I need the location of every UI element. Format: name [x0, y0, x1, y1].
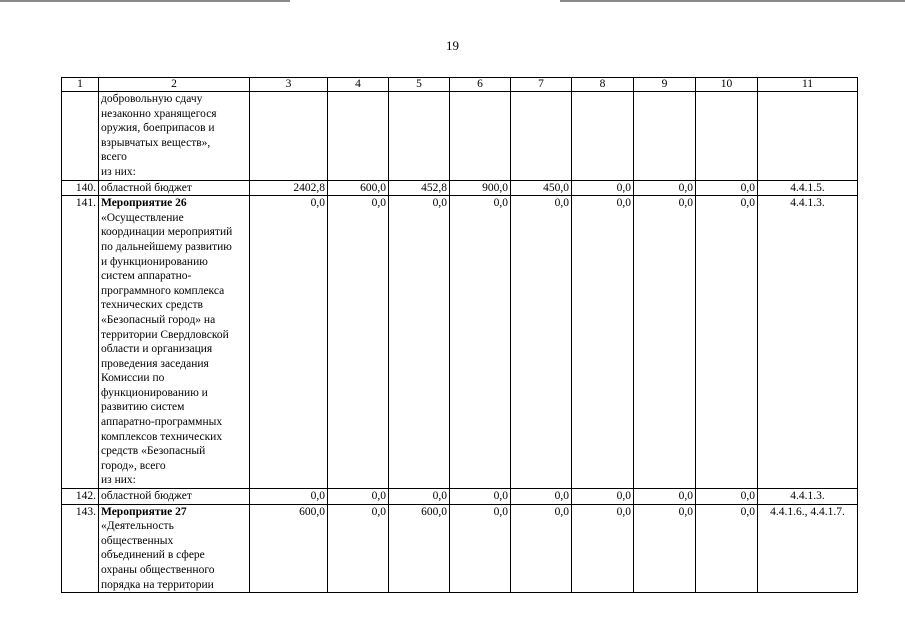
measure-title: Мероприятие 27: [101, 505, 187, 518]
measure-title: Мероприятие 26: [101, 197, 187, 210]
description-line: порядка на территории: [101, 578, 214, 591]
column-number-header-row: [62, 78, 858, 92]
description-line: области и организация: [101, 343, 213, 356]
value-cell: [328, 92, 389, 181]
target-code-cell: 4.4.1.3.: [758, 489, 858, 505]
table-row-142: [62, 489, 858, 505]
description-line: из них:: [101, 165, 136, 178]
target-code-cell: 4.4.1.5.: [758, 180, 858, 196]
column-header-11: 11: [758, 78, 858, 92]
value-cell: 0,0: [696, 489, 758, 505]
description-line: развитию систем: [101, 401, 185, 414]
value-cell: 0,0: [572, 504, 634, 593]
value-cell: 0,0: [450, 504, 511, 593]
description-line: проведения заседания: [101, 357, 209, 370]
value-cell: 0,0: [450, 196, 511, 489]
value-cell: [634, 92, 696, 181]
column-header-10: 10: [696, 78, 758, 92]
value-cell: 0,0: [572, 180, 634, 196]
column-header-8: 8: [572, 78, 634, 92]
value-cell: 600,0: [328, 180, 389, 196]
column-header-4: 4: [328, 78, 389, 92]
measure-description-cell: [99, 196, 250, 489]
description-line: «Безопасный город» на: [101, 313, 216, 326]
description-line: добровольную сдачу: [101, 93, 203, 105]
value-cell: 0,0: [634, 489, 696, 505]
description-line: взрывчатых веществ»,: [101, 136, 211, 149]
column-header-7: 7: [511, 78, 572, 92]
value-cell: 0,0: [250, 196, 328, 489]
value-cell: 0,0: [389, 489, 450, 505]
value-cell: 0,0: [696, 504, 758, 593]
value-cell: 0,0: [634, 504, 696, 593]
value-cell: 0,0: [511, 489, 572, 505]
target-code-cell: 4.4.1.6., 4.4.1.7.: [758, 504, 858, 593]
description-line: общественных: [101, 534, 174, 547]
value-cell: 0,0: [696, 180, 758, 196]
value-cell: 0,0: [511, 196, 572, 489]
row-number-cell: 143.: [62, 504, 99, 593]
value-cell: [389, 92, 450, 181]
value-cell: 0,0: [634, 196, 696, 489]
description-line: город», всего: [101, 459, 166, 472]
description-line: охраны общественного: [101, 564, 215, 576]
description-line: систем аппаратно-: [101, 270, 192, 283]
program-funding-table: [61, 77, 858, 593]
value-cell: [572, 92, 634, 181]
value-cell: 0,0: [250, 489, 328, 505]
value-cell: [450, 92, 511, 181]
value-cell: 0,0: [450, 489, 511, 505]
row-number-cell: 142.: [62, 489, 99, 505]
description-line: аппаратно-программных: [101, 416, 223, 429]
description-line: программного комплекса: [101, 284, 225, 297]
measure-description-cell: [99, 504, 250, 593]
row-number-cell: 140.: [62, 180, 99, 196]
description-line: средств «Безопасный: [101, 445, 206, 458]
budget-source-cell: областной бюджет: [99, 489, 250, 505]
description-line: технических средств: [101, 299, 203, 312]
table-row-141: [62, 196, 858, 489]
value-cell: 900,0: [450, 180, 511, 196]
value-cell: 0,0: [696, 196, 758, 489]
description-line: Комиссии по: [101, 372, 165, 385]
target-code-cell: 4.4.1.3.: [758, 196, 858, 489]
value-cell: 452,8: [389, 180, 450, 196]
value-cell: 0,0: [634, 180, 696, 196]
value-cell: 0,0: [328, 196, 389, 489]
column-header-1: 1: [62, 78, 99, 92]
description-line: оружия, боеприпасов и: [101, 122, 215, 135]
row-number-cell: 141.: [62, 196, 99, 489]
description-line: территории Свердловской: [101, 328, 229, 341]
value-cell: 0,0: [511, 504, 572, 593]
description-line: незаконно хранящегося: [101, 107, 217, 120]
value-cell: 2402,8: [250, 180, 328, 196]
measure-description-cell: [99, 92, 250, 181]
value-cell: 450,0: [511, 180, 572, 196]
budget-source-cell: областной бюджет: [99, 180, 250, 196]
description-line: «Осуществление: [101, 211, 184, 224]
column-header-6: 6: [450, 78, 511, 92]
value-cell: 0,0: [572, 196, 634, 489]
table-row-140: [62, 180, 858, 196]
description-line: по дальнейшему развитию: [101, 240, 232, 253]
row-number-cell: [62, 92, 99, 181]
top-scan-line-left: [0, 0, 290, 2]
description-line: и функционированию: [101, 255, 208, 268]
description-line: объединений в сфере: [101, 549, 205, 562]
description-line: координации мероприятий: [101, 226, 233, 239]
value-cell: [250, 92, 328, 181]
description-line: функционированию и: [101, 386, 208, 399]
description-line: «Деятельность: [101, 520, 174, 533]
value-cell: [511, 92, 572, 181]
target-code-cell: [758, 92, 858, 181]
value-cell: 0,0: [389, 196, 450, 489]
table-row-continuation: [62, 92, 858, 181]
value-cell: 0,0: [572, 489, 634, 505]
value-cell: 600,0: [389, 504, 450, 593]
value-cell: [696, 92, 758, 181]
column-header-3: 3: [250, 78, 328, 92]
value-cell: 600,0: [250, 504, 328, 593]
description-line: комплексов технических: [101, 430, 223, 443]
table-row-143: [62, 504, 858, 593]
value-cell: 0,0: [328, 489, 389, 505]
column-header-2: 2: [99, 78, 250, 92]
top-scan-line-right: [560, 0, 905, 2]
description-line: всего: [101, 151, 127, 164]
column-header-9: 9: [634, 78, 696, 92]
column-header-5: 5: [389, 78, 450, 92]
value-cell: 0,0: [328, 504, 389, 593]
page-number: 19: [446, 38, 459, 53]
description-line: из них:: [101, 474, 136, 487]
